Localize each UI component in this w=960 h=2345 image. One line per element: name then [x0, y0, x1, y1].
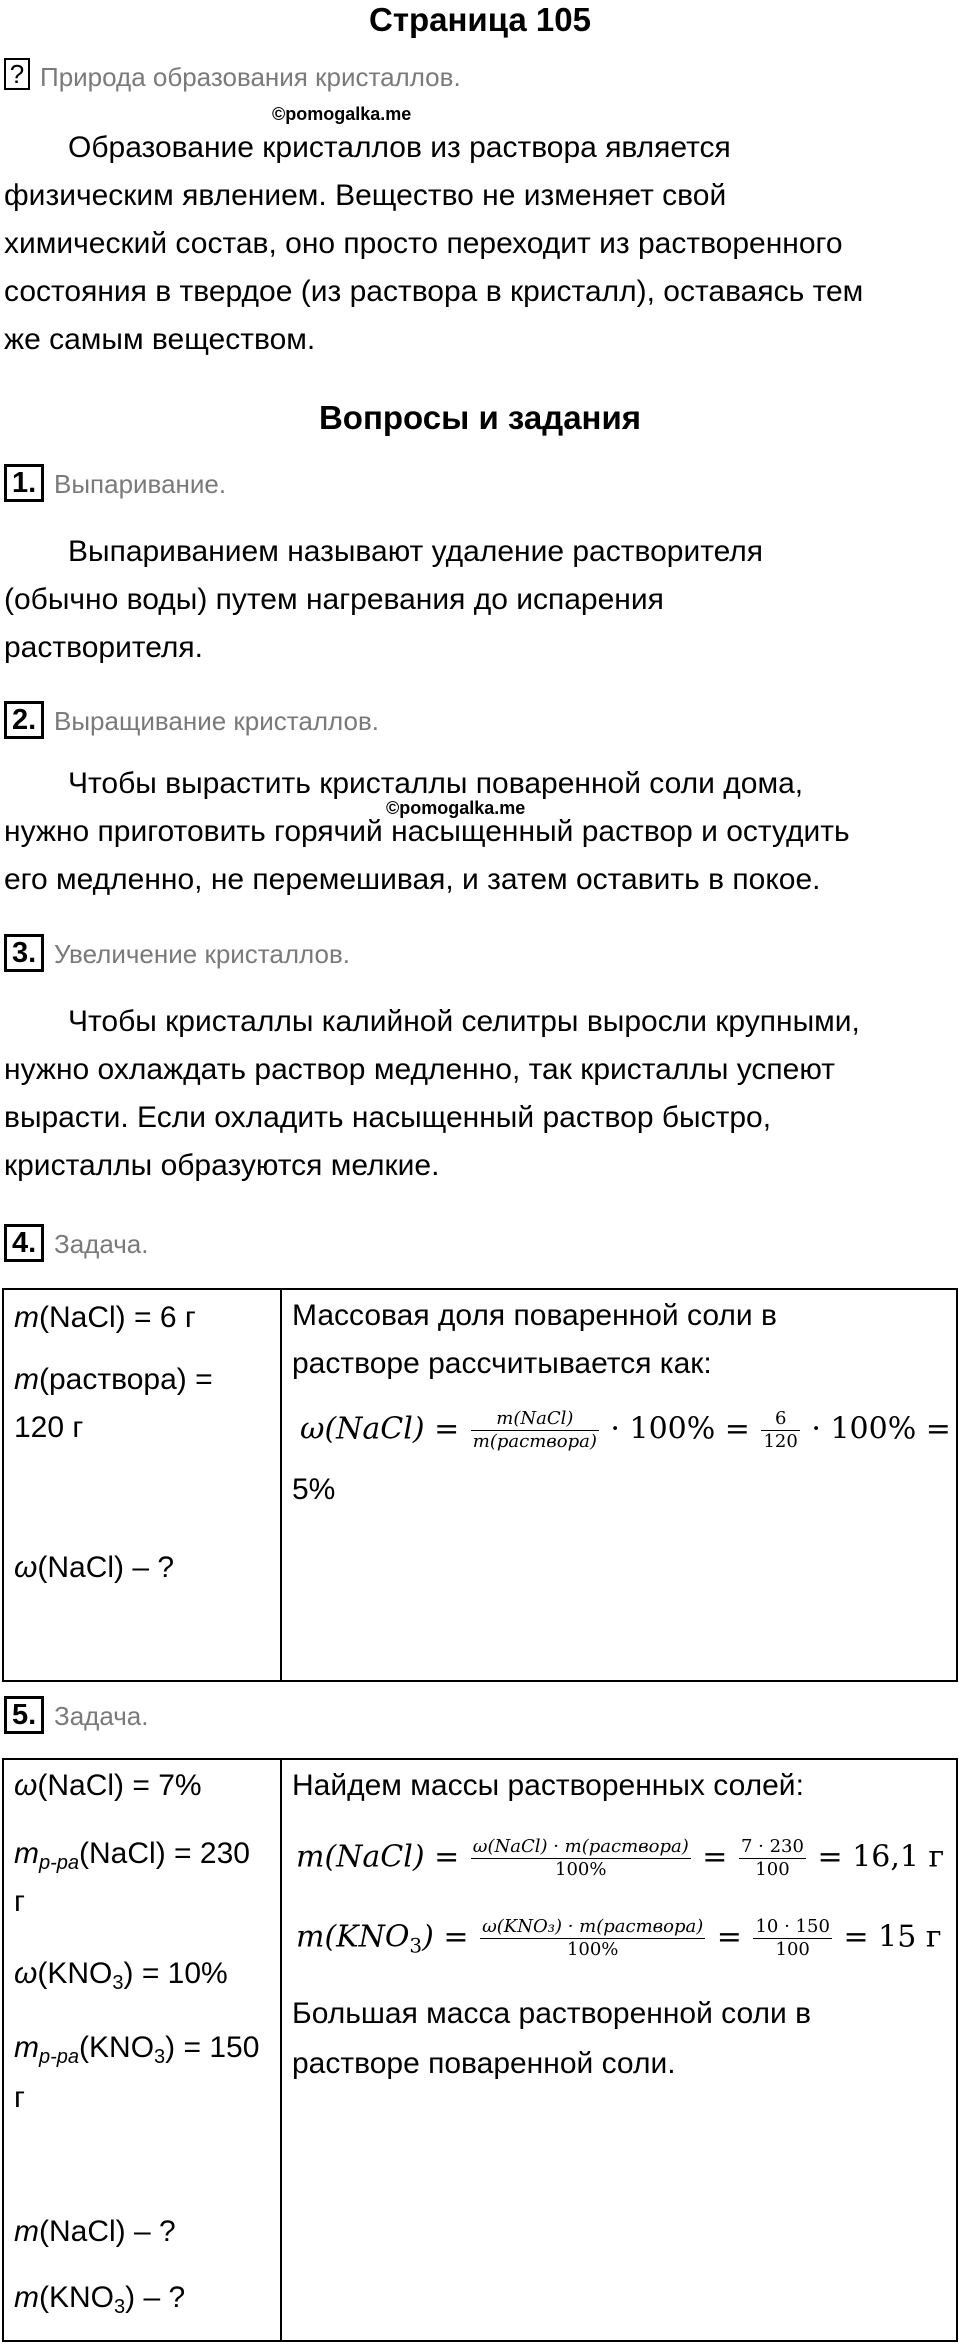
given-value: (KNO: [37, 1957, 113, 1990]
numerator: ω(KNO₃) · m(раствора): [482, 1916, 704, 1937]
task2-question: Выращивание кристаллов.: [54, 706, 379, 736]
task4-table: [2, 1288, 958, 1682]
given-m-solution-value: 120 г: [14, 1411, 84, 1444]
answer-line: (обычно воды) путем нагревания до испарения: [4, 583, 664, 616]
task4-solution-cell: [281, 1289, 957, 1681]
subscript: 3: [154, 2046, 166, 2068]
symbol-m: m: [14, 2281, 39, 2314]
given-value: (KNO: [39, 2281, 114, 2314]
given-value: (NaCl) – ?: [37, 1551, 175, 1584]
given-value: ) = 150: [165, 2031, 260, 2064]
task-number-3: 3.: [4, 934, 44, 972]
task4-given-cell: [3, 1289, 281, 1681]
given-m-kno3-solution: [14, 2026, 259, 2079]
denominator: 100%: [566, 1939, 619, 1960]
answer-line: кристаллы образуются мелкие.: [4, 1149, 440, 1182]
answer-line: вырасти. Если охладить насыщенный раствор быстро,: [4, 1101, 772, 1134]
solution-text: Массовая доля поваренной соли в: [292, 1299, 777, 1332]
given-unit: г: [14, 2081, 25, 2114]
formula-part: =: [702, 1839, 728, 1875]
watermark: ©pomogalka.me: [272, 104, 412, 124]
symbol-m: m: [14, 1363, 39, 1396]
unknown-m-kno3: [14, 2276, 185, 2329]
subscript: р-ра: [39, 2046, 80, 2068]
answer-line: Выпариванием называют удаление растворителя: [68, 535, 764, 568]
formula-lhs: m(NaCl) =: [296, 1839, 460, 1875]
given-m-solution: [14, 1358, 213, 1402]
numerator: m(NaCl): [471, 1408, 599, 1431]
symbol-m: m: [14, 1301, 39, 1334]
intro-line: Образование кристаллов из раствора является: [68, 131, 731, 164]
formula-lhs: ω(NaCl) =: [300, 1411, 460, 1447]
given-value: ) – ?: [125, 2281, 186, 2314]
fraction: [471, 1836, 691, 1881]
section-title: Вопросы и задания: [318, 399, 642, 436]
page-title: Страница 105: [369, 1, 591, 38]
fraction: [739, 1836, 806, 1881]
denominator: m(раствора): [472, 1431, 597, 1452]
given-value: (раствора) =: [39, 1363, 213, 1396]
given-value: (NaCl) = 7%: [37, 1769, 202, 1802]
task1-answer: [4, 528, 916, 672]
subscript: 3: [409, 1933, 423, 1958]
answer-line: Чтобы кристаллы калийной селитры выросли крупными,: [68, 1005, 860, 1038]
symbol-m: m: [14, 2215, 39, 2248]
task-number-5: 5.: [4, 1696, 44, 1734]
symbol-omega: ω: [14, 1551, 38, 1584]
task3-question: Увеличение кристаллов.: [54, 939, 351, 969]
given-omega-nacl: [14, 1764, 202, 1808]
given-m-nacl: [14, 1296, 196, 1340]
given-value: (KNO: [79, 2031, 155, 2064]
formula-lhs: m(KNO: [296, 1919, 410, 1955]
answer-line: растворителя.: [4, 631, 204, 664]
numerator: 6: [761, 1408, 799, 1431]
task5-table: [2, 1758, 958, 2342]
answer-line: нужно охлаждать раствор медленно, так кристаллы успеют: [4, 1053, 835, 1086]
fraction: [480, 1916, 705, 1961]
task-number-4: 4.: [4, 1224, 44, 1262]
fraction: [471, 1408, 599, 1453]
formula-m-nacl: [296, 1836, 944, 1881]
subscript: р-ра: [39, 1852, 80, 1874]
unknown-m-nacl: [14, 2210, 176, 2254]
formula-lhs: ) =: [422, 1919, 469, 1955]
numerator: 7 · 230: [740, 1836, 804, 1857]
subscript: 3: [114, 2296, 126, 2318]
answer-line: его медленно, не перемешивая, и затем оставить в покое.: [4, 863, 821, 896]
task5-question: Задача.: [54, 1701, 149, 1731]
task-number-2: 2.: [4, 701, 44, 739]
intro-line: же самым веществом.: [4, 323, 316, 356]
formula-part: · 100% =: [610, 1411, 750, 1447]
given-value: (NaCl) = 6 г: [39, 1301, 196, 1334]
denominator: 100: [755, 1859, 790, 1880]
given-value: (NaCl) – ?: [39, 2215, 176, 2248]
intro-paragraph: [4, 124, 916, 364]
symbol-m: m: [14, 1837, 39, 1870]
fraction: [753, 1916, 831, 1961]
unknown-omega: [14, 1546, 174, 1590]
formula-result: = 15 г: [843, 1919, 942, 1955]
solution-conclusion: Большая масса растворенной соли в: [292, 1997, 812, 2030]
intro-line: химический состав, оно просто переходит из растворенного: [4, 227, 843, 260]
solution-text: Найдем массы растворенных солей:: [292, 1769, 804, 1802]
answer-line: нужно приготовить горячий насыщенный раствор и остудить: [4, 815, 850, 848]
formula-part: · 100% =: [811, 1411, 951, 1447]
solution-text: растворе рассчитывается как:: [292, 1347, 712, 1380]
question-mark-icon: ?: [4, 58, 30, 90]
symbol-omega: ω: [14, 1957, 38, 1990]
formula-part: =: [716, 1919, 742, 1955]
denominator: 100: [775, 1939, 810, 1960]
solution-result: 5%: [292, 1473, 336, 1506]
solution-conclusion: растворе поваренной соли.: [292, 2047, 676, 2080]
task2-answer: [4, 760, 916, 904]
formula-omega: [300, 1408, 951, 1453]
intro-question: Природа образования кристаллов.: [40, 62, 461, 92]
task5-given-cell: [3, 1759, 281, 2341]
given-value: (NaCl) = 230: [79, 1837, 250, 1870]
given-omega-kno3: [14, 1952, 228, 2005]
symbol-omega: ω: [14, 1769, 38, 1802]
task1-question: Выпаривание.: [54, 469, 227, 499]
intro-line: физическим явлением. Вещество не изменяет свой: [4, 179, 727, 212]
task5-solution-cell: [281, 1759, 957, 2341]
watermark: ©pomogalka.me: [386, 798, 526, 818]
formula-result: = 16,1 г: [817, 1839, 945, 1875]
denominator: 120: [763, 1431, 798, 1452]
symbol-m: m: [14, 2031, 39, 2064]
task3-answer: [4, 998, 916, 1190]
task-number-1: 1.: [4, 464, 44, 502]
intro-line: состояния в твердое (из раствора в кристалл), оставаясь тем: [4, 275, 864, 308]
denominator: 100%: [555, 1859, 607, 1880]
given-m-nacl-solution: [14, 1832, 250, 1885]
subscript: 3: [112, 1972, 124, 1994]
fraction: [761, 1408, 799, 1453]
numerator: 10 · 150: [755, 1916, 830, 1937]
numerator: ω(NaCl) · m(раствора): [472, 1836, 689, 1857]
task4-question: Задача.: [54, 1229, 149, 1259]
formula-m-kno3: [296, 1916, 942, 1961]
given-value: ) = 10%: [123, 1957, 228, 1990]
given-unit: г: [14, 1885, 25, 1918]
answer-line: Чтобы вырастить кристаллы поваренной соли дома,: [68, 767, 804, 800]
